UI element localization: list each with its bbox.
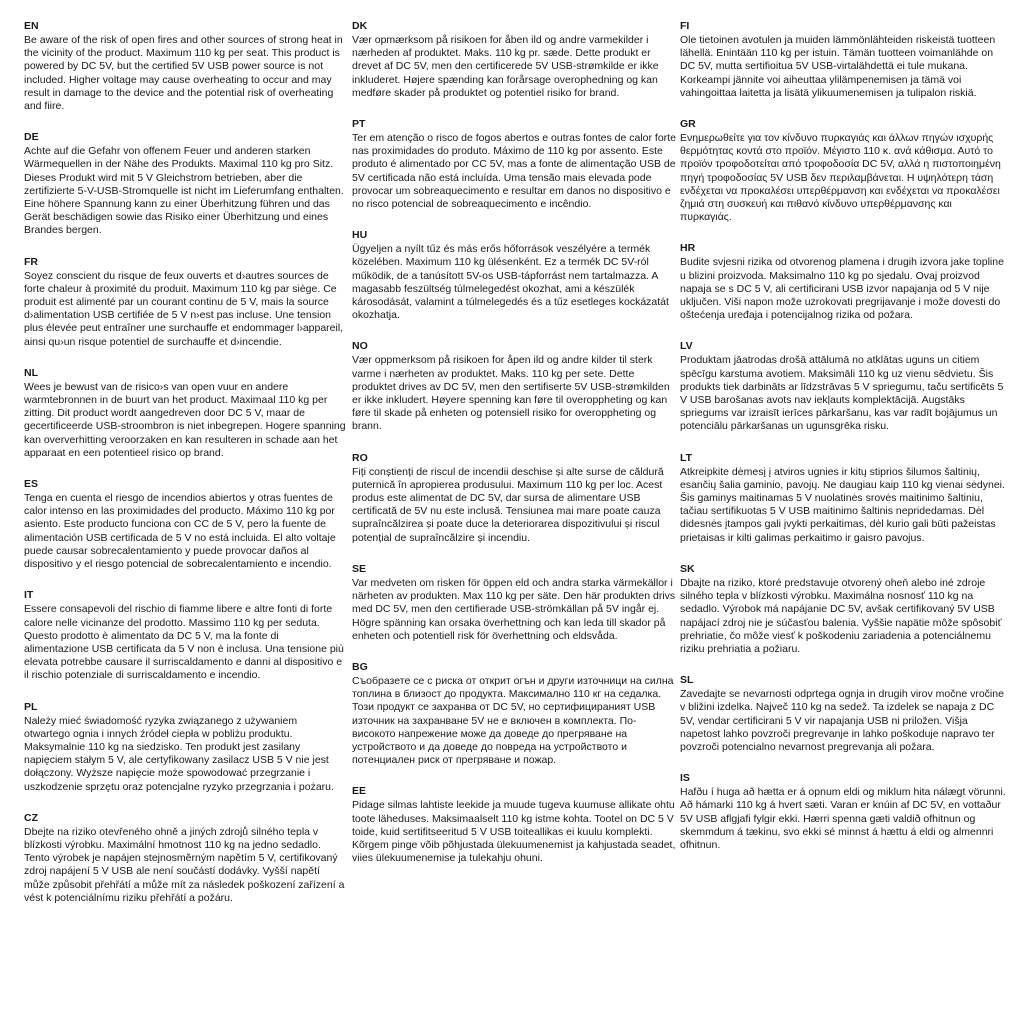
- language-code: IS: [680, 772, 690, 785]
- language-section-se: [352, 563, 676, 643]
- warning-text: Ole tietoinen avotulen ja muiden lämmönlähteiden riskeistä tuotteen lähellä. Enintään 110 kg per istuin. Tämän tuotteen voimanlähde on DC 5V, mutta sertifioitua 5V USB-virtalähdettä ei tule mukana. Korkeampi jännite voi aiheuttaa ylilämpenemisen ja tämä voi vahingoittaa laitetta ja lisätä ylikuumenemisen ja tulipalon riskiä.: [680, 34, 996, 99]
- language-code: PL: [24, 700, 38, 713]
- warning-text: Vær oppmerksom på risikoen for åpen ild og andre kilder til sterk varme i nærheten av produktet. Maks. 110 kg per sete. Dette produktet drives av DC 5V, men den sertifiserte 5V USB-strømkilden er ikke inkludert. Høyere spenning kan føre til overoppheting og kan føre til skade på enheten og potensiell risiko for overoppheting og brann.: [352, 354, 670, 433]
- warning-text: Pidage silmas lahtiste leekide ja muude tugeva kuumuse allikate ohtu toote läheduses. Maksimaalselt 110 kg istme kohta. Tootel on DC 5 V toide, kuid sertifitseeritud 5 V USB toiteallikas ei kuulu komplekti. Kõrgem pinge võib põhjustada ülekuumenemist ja kahjustada seadet, viies ülekuumenemise ja tulekahju ohuni.: [352, 799, 676, 865]
- language-section-is: [680, 772, 1006, 852]
- language-code: BG: [352, 660, 368, 673]
- warning-text: Ügyeljen a nyílt tűz és más erős hőforrások veszélyére a termék közelében. Maximum 110 kg ülésenként. Ez a termék DC 5V-ról működik, de a tanúsított 5V-os USB-tápforrást nem tartalmazza. A magasabb feszültség túlmelegedést okozhat, ami a készülék károsodását, valamint a túlmelegedés és a tűz esetleges kockázatát okozhatja.: [352, 243, 669, 322]
- warning-text: Vær opmærksom på risikoen for åben ild og andre varmekilder i nærheden af produktet. Maks. 110 kg pr. sæde. Dette produkt er drevet af DC 5V, men den certificerede 5V USB-strømkilde er ikke inkluderet. Højere spænding kan forårsage overophedning og kan medføre skader på produktet og potentiel risiko for brand.: [352, 34, 659, 99]
- language-code: EN: [24, 20, 39, 32]
- warning-text: Ter em atenção o risco de fogos abertos e outras fontes de calor forte nas proximidades do produto. Máximo de 110 kg por assento. Este produto é alimentado por CC 5V, mas a fonte de alimentação USB de 5V certificada não está incluída. Uma tensão mais elevada pode provocar um sobreaquecimento e resultar em danos no dispositivo e no risco potencial de sobreaquecimento e incêndio.: [352, 132, 676, 211]
- language-section-it: [24, 589, 346, 682]
- warning-text: Dbajte na riziko, ktoré predstavuje otvorený oheň alebo iné zdroje silného tepla v blízkosti výrobku. Maximálna nosnosť 110 kg na sedadlo. Výrobok má napájanie DC 5V, avšak certifikovaný 5V USB napájací zdroj nie je súčasťou balenia. Vyššie napätie môže spôsobiť prehriatie, čo môže viesť k poškodeniu zariadenia a potenciálnemu riziku prehriatia a požiaru.: [680, 576, 1002, 655]
- language-section-pl: [24, 701, 346, 794]
- language-code: FR: [24, 255, 38, 268]
- language-code: DK: [352, 20, 368, 32]
- language-code: HR: [680, 242, 696, 255]
- language-section-de: [24, 131, 346, 237]
- language-section-no: [352, 340, 676, 433]
- language-code: PT: [352, 118, 366, 131]
- language-code: FI: [680, 20, 690, 32]
- language-section-en: [24, 20, 346, 113]
- language-code: LT: [680, 451, 693, 464]
- language-section-pt: [352, 118, 676, 211]
- language-code: ES: [24, 478, 39, 491]
- language-section-sk: [680, 563, 1006, 656]
- column-left: [24, 20, 346, 923]
- language-section-nl: [24, 367, 346, 460]
- language-section-dk: [352, 20, 676, 100]
- language-section-lv: [680, 340, 1006, 433]
- warning-text: Budite svjesni rizika od otvorenog plamena i drugih izvora jake topline u blizini proizvoda. Maksimalno 110 kg po sjedalu. Ovaj proizvod napaja se s DC 5 V, ali certificirani USB izvor napajanja od 5 V nije uključen. Viši napon može uzrokovati pregrijavanje i može dovesti do oštećenja uređaja i potencijalnog rizika od požara.: [680, 256, 1004, 322]
- language-section-bg: [352, 661, 676, 767]
- language-code: CZ: [24, 811, 38, 824]
- column-right: [680, 20, 1006, 870]
- language-section-es: [24, 478, 346, 571]
- language-code: EE: [352, 785, 367, 798]
- language-section-gr: [680, 118, 1006, 224]
- warning-text: Be aware of the risk of open fires and other sources of strong heat in the vicinity of the product. Maximum 110 kg per seat. This product is powered by DC 5V, but the certified 5V USB power source is not included. Higher voltage may cause overheating to occur and may result in damage to the device and the potential risk of overheating and fiire.: [24, 34, 343, 113]
- language-section-ee: [352, 785, 676, 865]
- language-section-hr: [680, 242, 1006, 322]
- language-code: SE: [352, 562, 367, 575]
- warning-text: Съобразете се с риска от открит огън и други източници на силна топлина в близост до продукта. Максимално 110 кг на седалка. Този продукт се захранва от DC 5V, но сертифицираният USB източник на захранване 5V не е включен в комплекта. По-високото напрежение може да доведе до прегряване на устройството и да доведе до повреда на устройството и потенциален риск от прегряване и пожар.: [352, 674, 674, 767]
- language-code: DE: [24, 131, 39, 144]
- warning-text: Atkreipkite dėmesį į atviros ugnies ir kitų stiprios šilumos šaltinių, esančių šalia gaminio, pavojų. Ne daugiau kaip 110 kg vienai sėdynei. Šis gaminys maitinamas 5 V nuolatinės srovės maitinimo šaltiniu, tačiau sertifikuotas 5 V USB maitinimo šaltinis nepridedamas. Dėl didesnės įtampos gali įvykti perkaitimas, dėl kurio gali būti pažeistas prietaisas ir kilti galimas perkaitimo ir gaisro pavojus.: [680, 465, 1005, 544]
- language-section-sl: [680, 674, 1006, 754]
- language-section-hu: [352, 229, 676, 322]
- warning-text: Essere consapevoli del rischio di fiamme libere e altre fonti di forte calore nelle vicinanze del prodotto. Massimo 110 kg per seduta. Questo prodotto è alimentato da DC 5 V, ma la fonte di alimentazione USB certificata da 5 V non è inclusa. Una tensione più elevata potrebbe causare il surriscaldamento e danni al dispositivo e il rischio potenziale di surriscaldamento e incendio.: [24, 603, 344, 682]
- warning-text: Var medveten om risken för öppen eld och andra starka värmekällor i närheten av produkten. Max 110 kg per säte. Den här produkten drivs med DC 5V, men den certifierade USB-strömkällan på 5V ingår ej. Högre spänning kan orsaka överhettning och kan leda till skador på enheten och potentiell risk för överhettning och eldsvåda.: [352, 576, 676, 642]
- language-section-cz: [24, 812, 346, 905]
- language-section-lt: [680, 452, 1006, 545]
- warning-text: Zavedajte se nevarnosti odprtega ognja in drugih virov močne vročine v bližini izdelka. Največ 110 kg na sedež. Ta izdelek se napaja z DC 5V, vendar certificirani 5 V vir napajanja USB ni priložen. Višja napetost lahko povzroči pregrevanje in lahko poškoduje napravo ter povzroči potencialno nevarnost pregrevanja ali požara.: [680, 688, 1004, 753]
- warning-text: Achte auf die Gefahr von offenem Feuer und anderen starken Wärmequellen in der Nähe des Produkts. Maximal 110 kg pro Sitz. Dieses Produkt wird mit 5 V Gleichstrom betrieben, aber die zertifizierte 5-V-USB-Stromquelle ist nicht im Lieferumfang enthalten. Eine höhere Spannung kann zu einer Überhitzung führen und das Gerät beschädigen sowie das Risiko einer Überhitzung und eines Brandes bergen.: [24, 145, 344, 237]
- warning-text: Soyez conscient du risque de feux ouverts et d›autres sources de forte chaleur à proximité du produit. Maximum 110 kg par siège. Ce produit est alimenté par un courant continu de 5 V, mais la source d›alimentation USB certifiée de 5 V n›est pas incluse. Une tension plus élevée peut entraîner une surchauffe et endommager l›appareil, ainsi qu›un risque potentiel de surchauffe et d›incendie.: [24, 269, 344, 348]
- warning-text: Fiți conștienți de riscul de incendii deschise și alte surse de căldură puternică în apropierea produsului. Maximum 110 kg per loc. Acest produs este alimentat de DC 5V, dar sursa de alimentare USB certificată de 5V nu este inclusă. Tensiunea mai mare poate cauza supraîncălzirea și poate duce la deteriorarea dispozitivului și riscul potențial de supraîncălzire și incendiu.: [352, 465, 664, 544]
- language-section-ro: [352, 452, 676, 545]
- language-code: HU: [352, 229, 368, 242]
- language-code: NO: [352, 340, 368, 353]
- language-code: GR: [680, 118, 696, 131]
- warning-text: Hafðu í huga að hætta er á opnum eldi og miklum hita nálægt vörunni. Að hámarki 110 kg á hvert sæti. Varan er knúin af DC 5V, en vottaður 5V USB aflgjafi fylgir ekki. Hærri spenna gæti valdið ofhitnun og skemmdum á tækinu, svo ekki sé minnst á hættu á eldi og almennri ofhitnun.: [680, 786, 1006, 851]
- warning-text: Tenga en cuenta el riesgo de incendios abiertos y otras fuentes de calor intenso en las proximidades del producto. Máximo 110 kg por asiento. Este producto funciona con CC de 5 V, pero la fuente de alimentación USB certificada de 5 V no está incluida. El alto voltaje puede causar sobrecalentamiento y puede provocar daños al dispositivo y el riesgo potencial de sobrecalentamiento e incendio.: [24, 492, 336, 571]
- language-code: RO: [352, 451, 368, 464]
- warning-text: Wees je bewust van de risico›s van open vuur en andere warmtebronnen in de buurt van het product. Maximaal 110 kg per zitting. Dit product wordt aangedreven door DC 5 V, maar de gecertificeerde USB-stroombron is niet inbegrepen. Hogere spanning kan oververhitting veroorzaken en kan resulteren in schade aan het apparaat en een potentieel risico op brand.: [24, 380, 346, 459]
- language-code: SL: [680, 674, 694, 687]
- language-code: LV: [680, 340, 693, 353]
- language-section-fr: [24, 256, 346, 349]
- warning-text: Ενημερωθείτε για τον κίνδυνο πυρκαγιάς και άλλων πηγών ισχυρής θερμότητας κοντά στο προϊόν. Μέγιστο 110 κ. ανά κάθισμα. Αυτό το προϊόν τροφοδοτείται από τροφοδοσία DC 5V, αλλά η πιστοποιημένη πηγή τροφοδοσίας 5V USB δεν περιλαμβάνεται. Η υψηλότερη τάση ενδέχεται να προκαλέσει υπερθέρμανση και ενδέχεται να προκαλέσει ζημιά στη συσκευή και πιθανό κίνδυνο υπερθέρμανσης και πυρκαγιάς.: [680, 132, 1001, 224]
- warning-text: Produktam jāatrodas drošā attālumā no atklātas uguns un citiem spēcīgu karstuma avotiem. Maksimāli 110 kg uz vienu sēdvietu. Šis produkts tiek darbināts ar līdzstrāvas 5 V spriegumu, taču sertificēts 5 V USB barošanas avots nav iekļauts komplektācijā. Augstāks spriegums var izraisīt ierīces pārkaršanu, kas var radīt bojājumus un potenciālu pārkaršanas un ugunsgrēka risku.: [680, 354, 1004, 433]
- language-section-fi: [680, 20, 1006, 100]
- language-code: SK: [680, 562, 695, 575]
- column-middle: [352, 20, 676, 883]
- language-code: NL: [24, 366, 38, 379]
- warning-text: Dbejte na riziko otevřeného ohně a jiných zdrojů silného tepla v blízkosti výrobku. Maximální hmotnost 110 kg na jedno sedadlo. Tento výrobek je napájen stejnosměrným napětím 5 V, certifikovaný zdroj napájení 5 V USB ale není součástí dodávky. Vyšší napětí může způsobit přehřátí a může mít za následek poškození zařízení a vést k potenciálnímu riziku přehřátí a požáru.: [24, 825, 345, 904]
- language-code: IT: [24, 589, 34, 602]
- warning-text: Należy mieć świadomość ryzyka związanego z używaniem otwartego ognia i innych źródeł ciepła w pobliżu produktu. Maksymalnie 110 kg na siedzisko. Ten produkt jest zasilany napięciem stałym 5 V, ale certyfikowany zasilacz USB 5 V nie jest dołączony. Wyższe napięcie może spowodować przegrzanie i uszkodzenie sprzętu oraz potencjalne ryzyko przegrzania i pożaru.: [24, 714, 334, 793]
